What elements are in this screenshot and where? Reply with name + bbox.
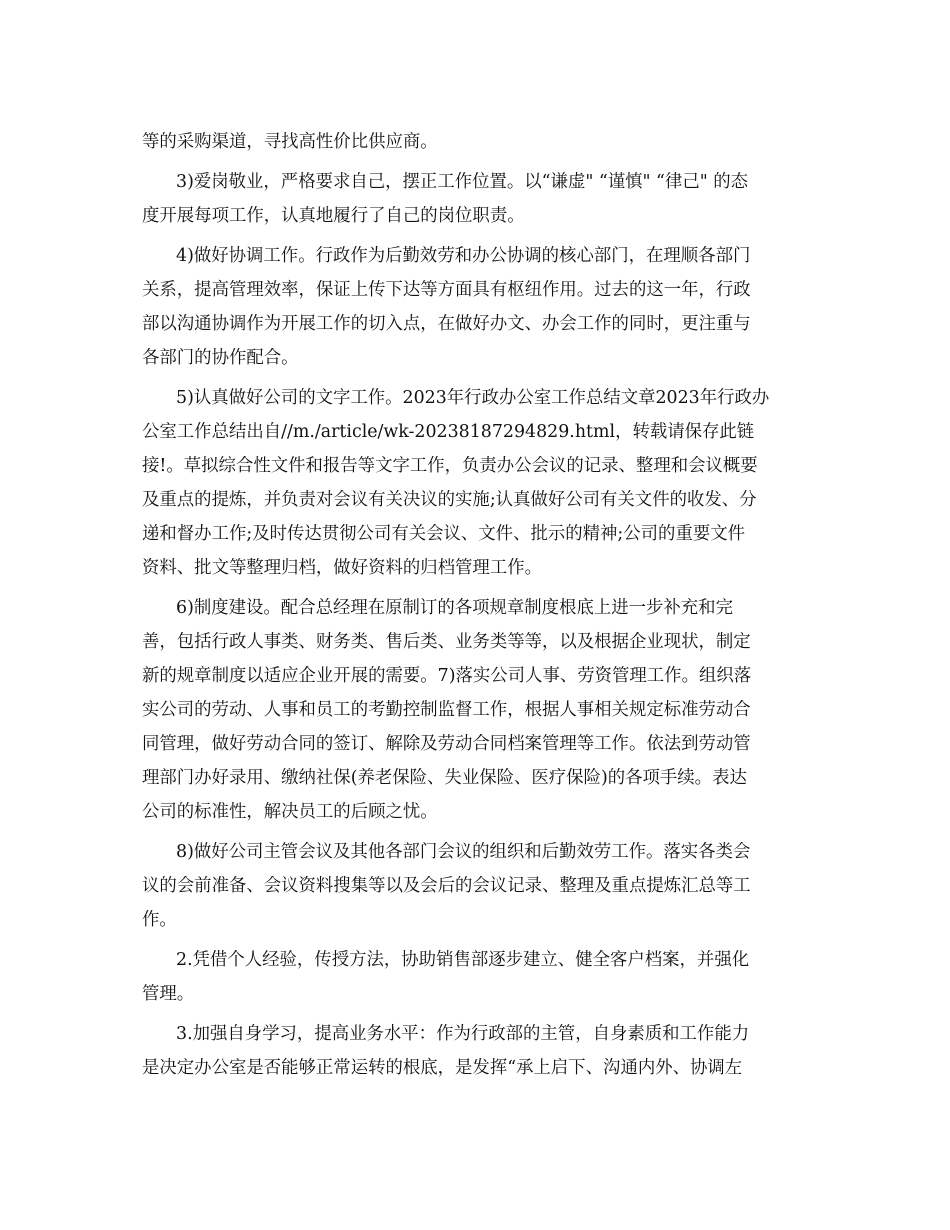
text-line: 关系，提高管理效率，保证上传下达等方面具有枢纽作用。过去的这一年，行政: [142, 280, 751, 300]
text-line: 新的规章制度以适应企业开展的需要。7)落实公司人事、劳资管理工作。组织落: [142, 666, 752, 686]
text-line: 资料、批文等整理归档，做好资料的归档管理工作。: [142, 558, 542, 578]
text-line: 部以沟通协调作为开展工作的切入点，在做好办文、办会工作的同时，更注重与: [142, 314, 751, 334]
text-line: 4)做好协调工作。行政作为后勤效劳和办公协调的核心部门，在理顺各部门: [176, 246, 751, 266]
text-line: 接!。草拟综合性文件和报告等文字工作，负责办公会议的记录、整理和会议概要: [142, 456, 758, 476]
text-line: 公司的标准性，解决员工的后顾之忧。: [142, 802, 438, 822]
text-line: 3.加强自身学习，提高业务水平：作为行政部的主管，自身素质和工作能力: [176, 1024, 750, 1044]
text-line: 同管理，做好劳动合同的签订、解除及劳动合同档案管理等工作。依法到劳动管: [142, 734, 751, 754]
text-line: 各部门的协作配合。: [142, 348, 299, 368]
text-line: 实公司的劳动、人事和员工的考勤控制监督工作，根据人事相关规定标准劳动合: [142, 700, 751, 720]
text-line: 作。: [142, 910, 177, 930]
text-line: 等的采购渠道，寻找高性价比供应商。: [142, 132, 438, 152]
text-line: 善，包括行政人事类、财务类、售后类、业务类等等，以及根据企业现状，制定: [142, 632, 751, 652]
text-line: 是决定办公室是否能够正常运转的根底，是发挥“承上启下、沟通内外、协调左: [142, 1058, 743, 1078]
text-line: 度开展每项工作，认真地履行了自己的岗位职责。: [142, 206, 525, 226]
text-line: 管理。: [142, 984, 195, 1004]
text-line: 5)认真做好公司的文字工作。2023年行政办公室工作总结文章2023年行政办: [176, 388, 770, 408]
text-line: 议的会前准备、会议资料搜集等以及会后的会议记录、整理及重点提炼汇总等工: [142, 876, 751, 896]
text-line: 6)制度建设。配合总经理在原制订的各项规章制度根底上进一步补充和完: [176, 598, 733, 618]
text-line: 8)做好公司主管会议及其他各部门会议的组织和后勤效劳工作。落实各类会: [176, 842, 751, 862]
text-line: 递和督办工作;及时传达贯彻公司有关会议、文件、批示的精神;公司的重要文件: [142, 524, 746, 544]
text-line: 及重点的提炼，并负责对会议有关决议的实施;认真做好公司有关文件的收发、分: [142, 490, 757, 510]
text-line: 2.凭借个人经验，传授方法，协助销售部逐步建立、健全客户档案，并强化: [176, 950, 750, 970]
text-line: 3)爱岗敬业，严格要求自己，摆正工作位置。以“谦虚" “谨慎" “律己" 的态: [176, 172, 749, 192]
text-line: 公室工作总结出自//m./article/wk-20238187294829.html，转载请保存此链: [142, 422, 755, 442]
text-line: 理部门办好录用、缴纳社保(养老保险、失业保险、医疗保险)的各项手续。表达: [142, 768, 747, 788]
